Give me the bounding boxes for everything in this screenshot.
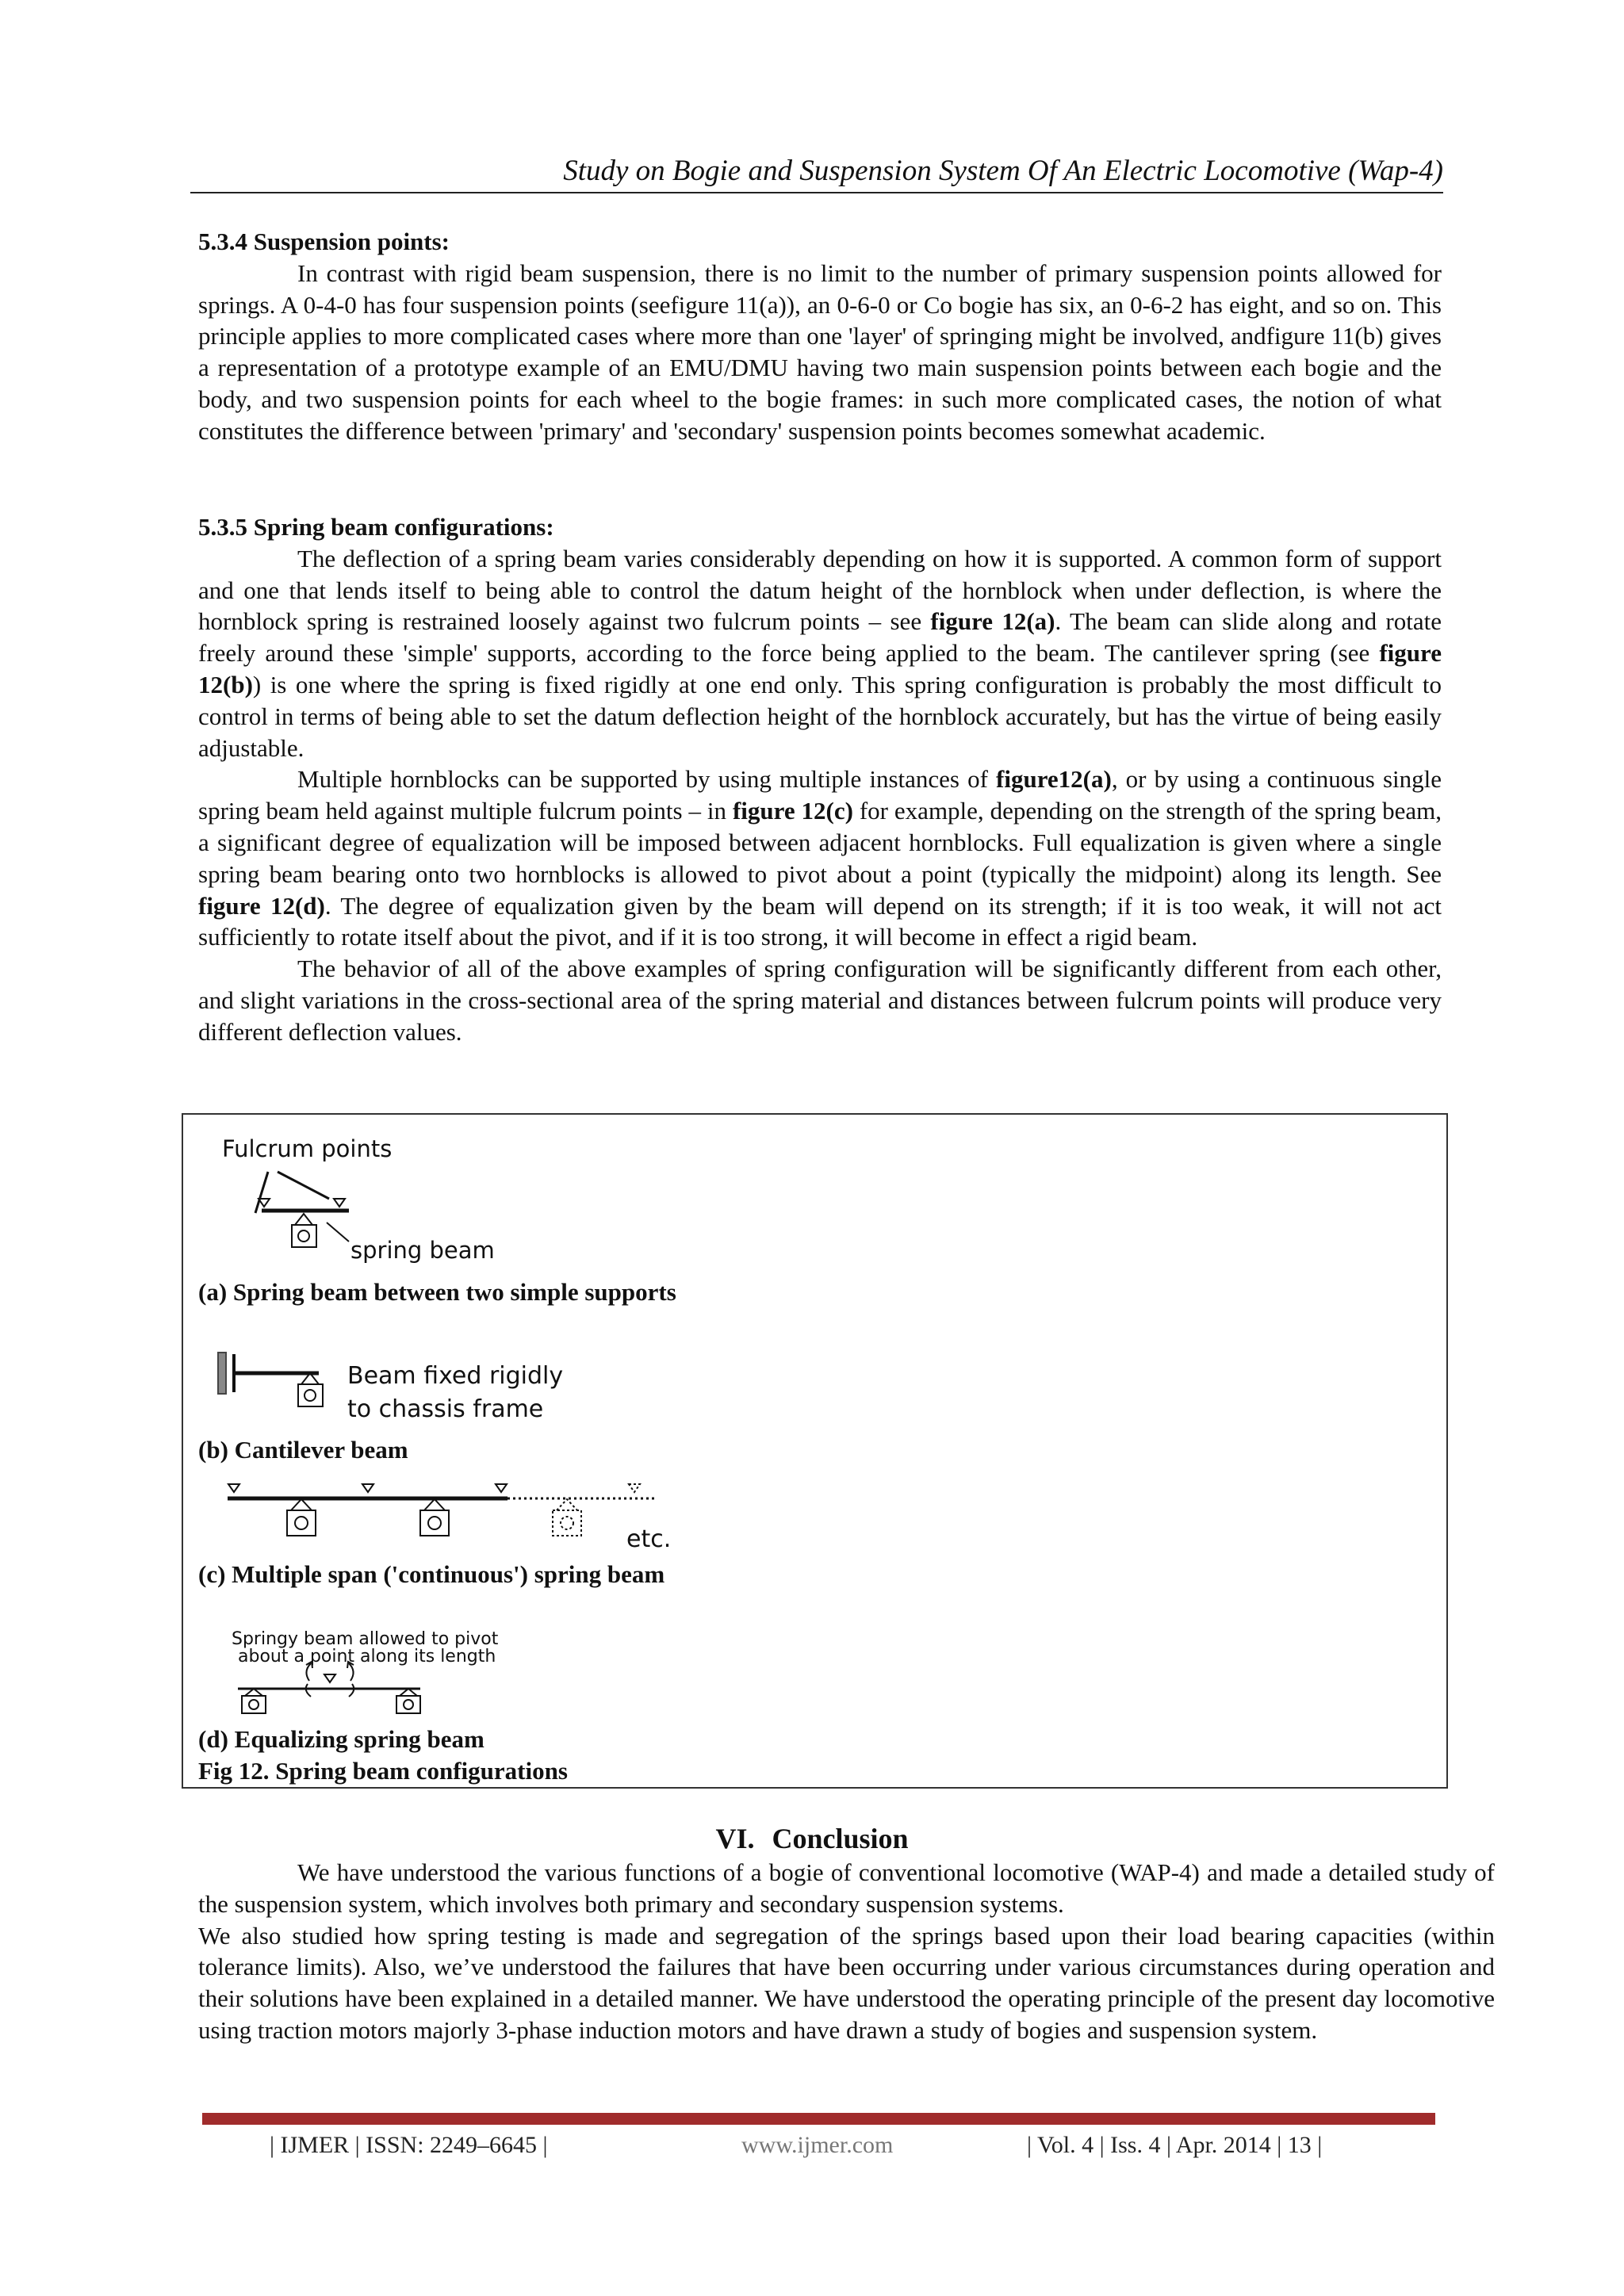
diagram-b — [218, 1353, 323, 1406]
footer-url-link[interactable]: www.ijmer.com — [741, 2132, 894, 2158]
section-title: Conclusion — [772, 1823, 909, 1854]
paragraph: The deflection of a spring beam varies considerably depending on how it is supported. A common form of support and one that lends itself to being able to control the datum height of the hornblock when under deflection, is where the hornblock spring is restrained loosely against two fulcrum points – see figure 12(a). The beam can slide along and rotate freely around these 'simple' supports, according to the force being applied to the beam. The cantilever spring (see figure 12(b)) is one where the spring is fixed rigidly at one end only. This spring configuration is probably the most difficult to control in terms of being able to set the datum deflection height of the hornblock accurately, but has the virtue of being easily adjustable. — [198, 544, 1442, 762]
paragraph: We have understood the various functions of a bogie of conventional locomotive (WAP-4) and made a detailed study of the suspension system, which involves both primary and secondary suspension systems. — [198, 1858, 1495, 1918]
footer-issue: | Vol. 4 | Iss. 4 | Apr. 2014 | 13 | — [1027, 2132, 1323, 2158]
figure-reference: figure 12(d) — [198, 891, 325, 920]
figure-reference: figure 12(a) — [930, 607, 1055, 636]
caption-d: (d) Equalizing spring beam — [198, 1725, 485, 1753]
section-number: VI. — [715, 1823, 755, 1854]
diagram-d — [238, 1662, 420, 1713]
conclusion-body — [198, 1857, 1495, 2046]
figure-caption: Fig 12. Spring beam configurations — [198, 1757, 568, 1785]
diagram-c — [228, 1484, 654, 1536]
label-pivot-2: about a point along its length — [238, 1647, 496, 1667]
paragraph: In contrast with rigid beam suspension, there is no limit to the number of primary suspension points allowed for springs. A 0-4-0 has four suspension points (seefigure 11(a)), an 0-6-0 or Co bogie has six, an 0-6-2 has eight, and so on. This principle applies to more complicated cases where more than one 'layer' of springing might be involved, andfigure 11(b) gives a representation of a prototype example of an EMU/DMU having two main suspension points between each bogie and the body, and two suspension points for each wheel to the bogie frames: in such more complicated cases, the notion of what constitutes the difference between 'primary' and 'secondary' suspension points becomes somewhat academic. — [198, 258, 1442, 445]
label-fulcrum-points: Fulcrum points — [222, 1135, 393, 1162]
paragraph: The behavior of all of the above examples of spring configuration will be significantly different from each other, and slight variations in the cross-sectional area of the spring material and distances between fulcrum points will produce very different deflection values. — [198, 955, 1442, 1046]
label-etc: etc. — [626, 1525, 672, 1553]
running-head: Study on Bogie and Suspension System Of An Electric Locomotive (Wap-4) — [563, 155, 1443, 187]
section-heading: 5.3.4 Suspension points: — [198, 228, 450, 255]
label-spring-beam: spring beam — [350, 1237, 495, 1264]
label-pivot-1: Springy beam allowed to pivot — [232, 1629, 499, 1649]
caption-a: (a) Spring beam between two simple supports — [198, 1278, 676, 1306]
footer-journal: | IJMER | ISSN: 2249–6645 | — [270, 2132, 548, 2158]
section-heading-conclusion — [0, 1821, 1624, 1856]
caption-c: (c) Multiple span ('continuous') spring beam — [198, 1560, 665, 1588]
footer-bar — [202, 2113, 1435, 2125]
figure-reference: figure 12(b) — [198, 639, 1442, 698]
figure-reference: figure 12(c) — [732, 797, 853, 825]
section-heading: 5.3.5 Spring beam configurations: — [198, 513, 554, 541]
caption-b: (b) Cantilever beam — [198, 1436, 408, 1464]
paragraph: We also studied how spring testing is made and segregation of the springs based upon their load bearing capacities (within tolerance limits). Also, we’ve understood the failures that have been occurring under various circumstances during operation and their solutions have been explained in a detailed manner. We have understood the operating principle of the present day locomotive using traction motors majorly 3-phase induction motors and have drawn a study of bogies and suspension system. — [198, 1921, 1495, 2044]
label-fixed-1: Beam fixed rigidly — [347, 1362, 564, 1390]
diagram-a — [255, 1172, 349, 1247]
paragraph: Multiple hornblocks can be supported by using multiple instances of figure12(a), or by using a continuous single spring beam held against multiple fulcrum points – in figure 12(c) for example, depending on the strength of the spring beam, a significant degree of equalization will be imposed between adjacent hornblocks. Full equalization is given where a single spring beam bearing onto two hornblocks is allowed to pivot about a point (typically the midpoint) along its length. See figure 12(d). The degree of equalization given by the beam will depend on its strength; if it is too weak, it will not act sufficiently to rotate itself about the pivot, and if it is too strong, it will become in effect a rigid beam. — [198, 765, 1442, 951]
figure-reference: figure12(a) — [996, 765, 1112, 794]
label-fixed-2: to chassis frame — [347, 1395, 544, 1423]
